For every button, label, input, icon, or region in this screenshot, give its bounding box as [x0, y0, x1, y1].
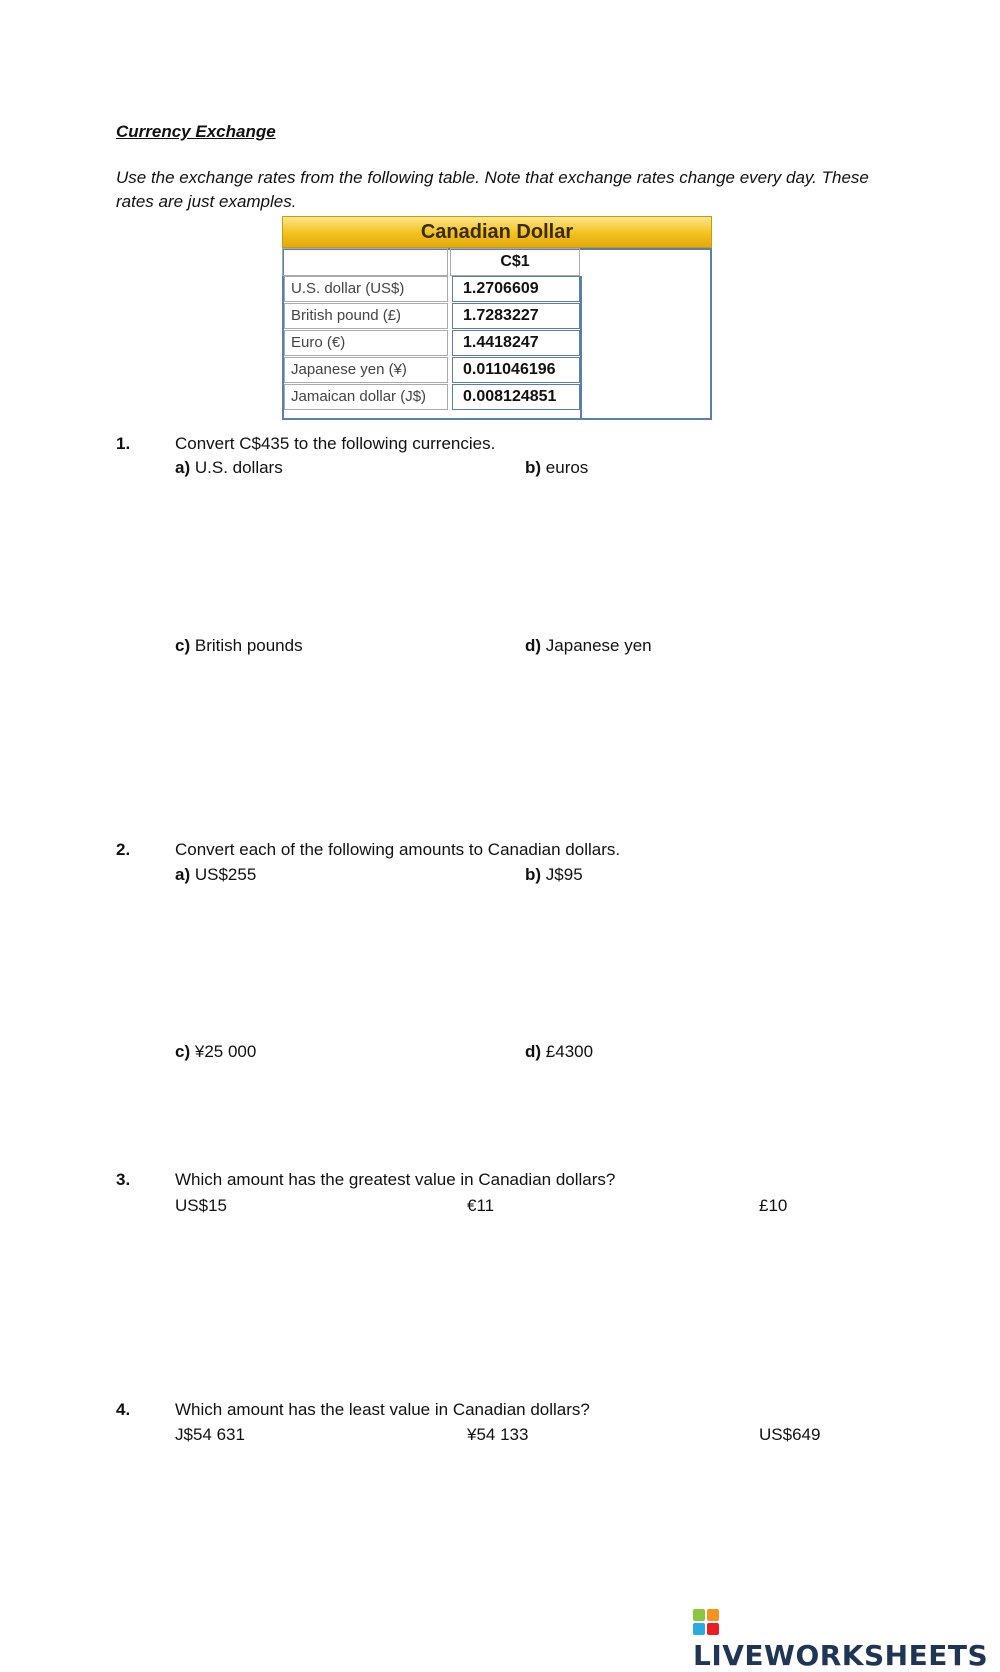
- question-2a: [175, 865, 256, 885]
- part-label: d): [525, 1042, 542, 1061]
- table-divider: [580, 276, 582, 418]
- table-header: Canadian Dollar: [282, 216, 712, 248]
- question-2-number: 2.: [116, 840, 131, 859]
- instructions-text: Use the exchange rates from the following table. Note that exchange rates change every day. These rates are just examples.: [116, 168, 869, 211]
- question-4-text: Which amount has the least value in Canadian dollars?: [175, 1400, 590, 1419]
- question-3-text: Which amount has the greatest value in Canadian dollars?: [175, 1170, 616, 1189]
- question-2d: [525, 1042, 593, 1062]
- part-text: US$255: [194, 865, 257, 884]
- part-text: £4300: [545, 1042, 594, 1061]
- question-2b: [525, 865, 583, 885]
- liveworksheets-logo[interactable]: [693, 1606, 1000, 1672]
- rate-value-jmd: 0.008124851: [452, 384, 580, 410]
- rate-value-gbp: 1.7283227: [452, 303, 580, 329]
- question-3-option-2: €11: [467, 1196, 495, 1215]
- currency-label-jpy: Japanese yen (¥): [284, 357, 448, 383]
- question-2-text: Convert each of the following amounts to Canadian dollars.: [175, 840, 621, 859]
- question-3-option-1: US$15: [175, 1196, 227, 1215]
- part-label: b): [525, 458, 542, 477]
- part-text: J$95: [545, 865, 583, 884]
- liveworksheets-logo-icon: [693, 1609, 719, 1635]
- worksheet-title: Currency Exchange: [116, 122, 276, 141]
- part-text: U.S. dollars: [194, 458, 283, 477]
- part-text: British pounds: [194, 636, 303, 655]
- part-label: a): [175, 865, 191, 884]
- rate-value-eur: 1.4418247: [452, 330, 580, 356]
- rate-value-usd: 1.2706609: [452, 276, 580, 302]
- logo-text: LIVEWORKSHEETS: [693, 1639, 989, 1672]
- rate-value-jpy: 0.011046196: [452, 357, 580, 383]
- column-header: C$1: [450, 248, 580, 276]
- question-2c: [175, 1042, 256, 1062]
- question-1-text: Convert C$435 to the following currencies.: [175, 434, 496, 453]
- question-1d: [525, 636, 652, 656]
- part-label: c): [175, 636, 191, 655]
- part-label: c): [175, 1042, 191, 1061]
- question-4-option-3: US$649: [759, 1425, 821, 1444]
- question-3-number: 3.: [116, 1170, 131, 1189]
- question-1b: [525, 458, 588, 478]
- part-label: a): [175, 458, 191, 477]
- currency-label-eur: Euro (€): [284, 330, 448, 356]
- exchange-rate-table: [282, 216, 712, 420]
- table-corner-cell: [282, 248, 448, 276]
- part-label: b): [525, 865, 542, 884]
- question-1c: [175, 636, 303, 656]
- question-4-option-1: J$54 631: [175, 1425, 245, 1444]
- question-4-number: 4.: [116, 1400, 131, 1419]
- part-text: ¥25 000: [194, 1042, 257, 1061]
- part-text: Japanese yen: [545, 636, 652, 655]
- currency-label-jmd: Jamaican dollar (J$): [284, 384, 448, 410]
- question-1-number: 1.: [116, 434, 131, 453]
- currency-label-gbp: British pound (£): [284, 303, 448, 329]
- currency-label-usd: U.S. dollar (US$): [284, 276, 448, 302]
- question-3-option-3: £10: [759, 1196, 788, 1215]
- question-4-option-2: ¥54 133: [467, 1425, 529, 1444]
- question-1a: [175, 458, 283, 478]
- part-label: d): [525, 636, 542, 655]
- part-text: euros: [545, 458, 589, 477]
